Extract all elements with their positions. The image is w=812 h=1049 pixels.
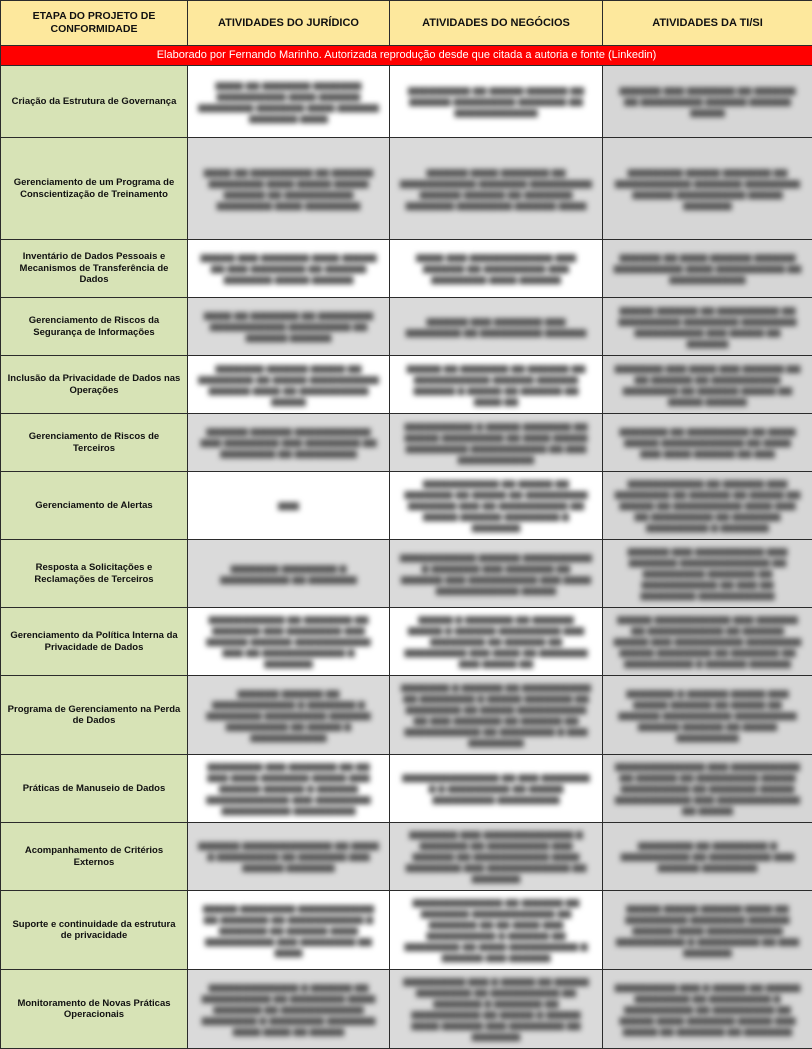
legal-cell	[188, 472, 390, 540]
business-cell	[390, 66, 603, 138]
blurred-text: ▆▆▆▆▆▆▆▆▆ ▆▆▆ ▆ ▆▆▆▆▆ ▆▆ ▆▆▆▆▆ ▆▆▆▆▆▆▆▆ ▆▆ ▆▆▆▆▆▆▆▆▆ ▆ ▆▆▆▆▆▆▆▆▆▆ ▆▆ ▆▆▆▆▆▆▆▆▆ ▆▆ ▆▆▆▆▆ ▆▆▆▆ ▆▆▆▆▆▆▆ ▆▆▆▆▆ ▆▆▆ ▆▆▆▆▆ ▆▆ ▆▆▆▆▆▆▆ ▆▆ ▆▆▆▆▆▆▆	[613, 982, 802, 1037]
stage-cell: Gerenciamento de Riscos de Terceiros	[1, 414, 188, 472]
blurred-text: ▆▆▆▆▆▆▆▆▆▆▆▆▆ ▆ ▆▆▆▆▆▆ ▆▆ ▆▆▆▆▆▆▆▆▆▆ ▆▆ ▆▆▆▆▆▆▆▆ ▆▆▆▆ ▆▆▆▆▆▆▆ ▆▆ ▆▆▆▆▆▆▆▆▆▆▆▆ ▆▆▆▆▆▆▆▆ ▆ ▆▆▆▆▆▆▆▆ ▆▆▆▆▆▆▆ ▆▆▆▆ ▆▆▆▆ ▆▆ ▆▆▆▆▆	[198, 982, 379, 1037]
table-row	[1, 823, 812, 891]
blurred-text: ▆▆▆▆▆▆ ▆▆▆ ▆▆▆▆▆▆▆ ▆▆▆ ▆▆▆▆▆▆▆▆ ▆▆ ▆▆▆▆▆▆▆▆▆ ▆▆▆▆▆▆	[400, 316, 592, 338]
stage-cell: Gerenciamento de Riscos da Segurança de Informações	[1, 298, 188, 356]
business-cell	[390, 356, 603, 414]
table-row	[1, 138, 812, 240]
stage-cell: Práticas de Manuseio de Dados	[1, 755, 188, 823]
table-row	[1, 755, 812, 823]
stage-cell: Programa de Gerenciamento na Perda de Dados	[1, 676, 188, 755]
it-cell	[603, 66, 812, 138]
blurred-text: ▆▆▆▆▆▆▆▆▆ ▆▆▆ ▆ ▆▆▆▆▆ ▆▆ ▆▆▆▆▆ ▆▆▆▆▆▆▆▆ ▆▆ ▆▆▆▆▆▆▆▆▆▆ ▆▆ ▆▆▆▆▆▆▆ ▆ ▆▆▆▆▆▆▆ ▆▆ ▆▆▆▆▆▆▆▆▆▆ ▆▆ ▆▆▆▆▆ ▆ ▆▆▆▆▆ ▆▆▆▆ ▆▆▆▆▆▆ ▆▆▆ ▆▆▆▆▆▆▆▆ ▆▆ ▆▆▆▆▆▆▆	[400, 976, 592, 1042]
blurred-text: ▆▆▆▆▆▆▆▆▆▆▆ ▆▆ ▆▆▆▆▆▆ ▆▆▆ ▆▆▆▆▆▆▆▆ ▆▆ ▆▆▆▆▆▆ ▆▆ ▆▆▆▆▆ ▆▆ ▆▆▆▆▆ ▆▆ ▆▆▆▆▆▆▆▆▆▆ ▆▆▆▆ ▆▆▆ ▆▆ ▆▆▆▆▆▆▆▆▆ ▆▆ ▆▆▆▆▆▆▆ ▆▆▆▆▆▆▆▆▆ ▆ ▆▆▆▆▆▆▆	[613, 478, 802, 533]
blurred-text: ▆▆▆▆▆▆▆ ▆▆▆ ▆▆▆▆▆▆▆▆▆▆▆▆▆ ▆ ▆▆▆▆▆▆▆ ▆▆ ▆▆▆▆▆▆▆▆▆ ▆▆▆ ▆▆▆▆▆▆ ▆▆ ▆▆▆▆▆▆▆▆▆▆▆ ▆▆▆▆ ▆▆▆▆▆▆▆▆ ▆▆▆ ▆▆▆▆▆▆▆▆▆▆▆▆ ▆▆ ▆▆▆▆▆▆▆	[400, 829, 592, 884]
blurred-text: ▆▆▆▆▆▆▆ ▆ ▆▆▆▆▆▆ ▆▆ ▆▆▆▆▆▆▆▆▆▆ ▆▆ ▆▆▆▆▆▆▆▆ ▆ ▆▆▆▆▆ ▆▆▆▆▆▆▆ ▆▆ ▆▆▆▆▆▆▆▆ ▆▆ ▆▆▆▆▆ ▆▆▆▆▆▆▆▆▆▆ ▆▆ ▆▆▆ ▆▆▆▆▆▆▆ ▆▆ ▆▆▆▆▆▆ ▆▆ ▆▆▆▆▆▆▆▆▆▆▆ ▆▆ ▆▆▆▆▆▆▆▆ ▆ ▆▆▆ ▆▆▆▆▆▆▆▆	[400, 682, 592, 748]
legal-cell	[188, 540, 390, 608]
business-cell	[390, 676, 603, 755]
authorship-banner: Elaborado por Fernando Marinho. Autorizada reprodução desde que citada a autoria e fonte (Linkedin)	[1, 46, 812, 66]
table-row	[1, 540, 812, 608]
header-it: ATIVIDADES DA TI/SI	[603, 1, 812, 46]
table-row	[1, 414, 812, 472]
it-cell	[603, 540, 812, 608]
header-business: ATIVIDADES DO NEGÓCIOS	[390, 1, 603, 46]
stage-cell: Gerenciamento de um Programa de Conscientização de Treinamento	[1, 138, 188, 240]
blurred-text: ▆▆▆▆▆▆ ▆▆▆ ▆▆▆▆▆▆▆▆▆▆ ▆▆▆ ▆▆▆▆▆▆▆ ▆▆▆▆▆▆▆▆▆▆▆▆▆ ▆▆ ▆▆▆▆▆▆▆▆▆ ▆▆▆▆▆▆▆ ▆▆ ▆▆▆▆▆▆▆▆▆▆▆ ▆▆ ▆▆▆ ▆▆ ▆▆▆▆▆▆▆▆ ▆▆▆▆▆▆▆▆▆▆▆	[613, 546, 802, 601]
blurred-text: ▆▆▆▆ ▆▆ ▆▆▆▆▆▆▆▆▆ ▆▆ ▆▆▆▆▆▆ ▆▆▆▆▆▆▆▆ ▆▆▆▆ ▆▆▆▆▆ ▆▆▆▆▆ ▆▆▆▆▆▆ ▆▆ ▆▆▆▆▆▆▆▆▆▆ ▆▆▆▆▆▆▆▆ ▆▆▆▆ ▆▆▆▆▆▆▆▆	[198, 167, 379, 211]
table-row	[1, 472, 812, 540]
business-cell	[390, 138, 603, 240]
blurred-text: ▆▆▆▆▆▆▆▆▆▆▆▆▆ ▆▆▆ ▆▆▆▆▆▆▆▆▆▆ ▆▆ ▆▆▆▆▆▆ ▆▆ ▆▆▆▆▆▆▆▆▆ ▆▆▆▆▆ ▆▆▆▆▆▆▆▆▆▆ ▆▆ ▆▆▆▆▆▆▆ ▆▆▆▆▆ ▆▆▆▆▆▆▆▆▆▆▆ ▆▆▆ ▆▆▆▆▆▆▆▆▆▆▆▆ ▆▆ ▆▆▆▆▆	[613, 761, 802, 816]
blurred-text: ▆▆▆▆ ▆▆▆ ▆▆▆▆▆▆▆▆▆▆▆▆ ▆▆▆ ▆▆▆▆▆▆ ▆▆ ▆▆▆▆▆▆▆▆▆ ▆▆▆ ▆▆▆▆▆▆▆▆ ▆▆▆▆ ▆▆▆▆▆▆	[400, 252, 592, 285]
table-row	[1, 66, 812, 138]
blurred-text: ▆▆▆▆▆▆▆▆▆▆ ▆ ▆▆▆▆▆ ▆▆▆▆▆▆▆ ▆▆ ▆▆▆▆▆ ▆▆▆▆▆▆▆▆▆ ▆▆ ▆▆▆▆ ▆▆▆▆▆ ▆▆▆▆▆▆▆▆▆ ▆▆▆▆▆▆▆▆▆▆▆ ▆▆ ▆▆▆ ▆▆▆▆▆▆▆▆▆▆▆	[400, 421, 592, 465]
stage-cell: Criação da Estrutura de Governança	[1, 66, 188, 138]
stage-cell: Monitoramento de Novas Práticas Operacionais	[1, 970, 188, 1049]
blurred-text: ▆▆▆▆ ▆▆ ▆▆▆▆▆▆▆ ▆▆ ▆▆▆▆▆▆▆▆ ▆▆▆▆▆▆▆▆▆▆▆ ▆▆▆▆▆▆▆▆▆ ▆▆ ▆▆▆▆▆▆ ▆▆▆▆▆▆	[198, 310, 379, 343]
it-cell	[603, 755, 812, 823]
blurred-text: ▆▆▆▆▆▆▆ ▆▆▆▆▆▆ ▆▆▆▆▆ ▆▆ ▆▆▆▆▆▆▆▆ ▆▆ ▆▆▆▆▆ ▆▆▆▆▆▆▆▆▆▆ ▆▆▆▆▆▆ ▆▆▆▆ ▆▆ ▆▆▆▆▆▆▆▆▆▆ ▆▆▆▆▆	[198, 363, 379, 407]
blurred-text: ▆▆▆	[198, 500, 379, 511]
business-cell	[390, 970, 603, 1049]
table-row	[1, 298, 812, 356]
legal-cell	[188, 138, 390, 240]
header-row	[1, 1, 812, 46]
blurred-text: ▆▆▆▆▆ ▆▆▆ ▆▆▆▆▆▆▆ ▆▆▆▆ ▆▆▆▆▆ ▆▆ ▆▆▆ ▆▆▆▆▆▆▆▆ ▆▆ ▆▆▆▆▆▆ ▆▆▆▆▆▆▆ ▆▆▆▆▆ ▆▆▆▆▆▆	[198, 252, 379, 285]
business-cell	[390, 298, 603, 356]
legal-cell	[188, 240, 390, 298]
legal-cell	[188, 414, 390, 472]
it-cell	[603, 356, 812, 414]
table-row	[1, 891, 812, 970]
blurred-text: ▆▆▆▆▆▆ ▆▆▆ ▆▆▆▆▆▆▆ ▆▆ ▆▆▆▆▆▆ ▆▆ ▆▆▆▆▆▆▆▆▆ ▆▆▆▆▆▆ ▆▆▆▆▆▆ ▆▆▆▆▆	[613, 85, 802, 118]
blurred-text: ▆▆▆▆▆▆ ▆▆▆▆▆▆ ▆▆ ▆▆▆▆▆▆▆▆▆▆▆▆ ▆ ▆▆▆▆▆▆▆ ▆ ▆▆▆▆▆▆▆▆ ▆▆▆▆▆▆▆▆▆ ▆▆▆▆▆▆ ▆▆▆▆▆▆▆▆▆ ▆▆ ▆▆▆▆▆ ▆ ▆▆▆▆▆▆▆▆▆▆▆	[198, 688, 379, 743]
blurred-text: ▆▆▆▆▆ ▆▆▆▆▆▆▆▆ ▆▆▆▆▆▆▆▆▆▆▆ ▆▆ ▆▆▆▆▆▆▆ ▆▆ ▆▆▆▆▆▆▆▆▆▆▆ ▆ ▆▆▆▆▆▆▆ ▆▆ ▆▆▆▆▆▆ ▆▆▆▆ ▆▆▆▆▆▆▆▆▆▆ ▆▆▆ ▆▆▆▆▆▆▆▆ ▆▆ ▆▆▆▆	[198, 903, 379, 958]
legal-cell	[188, 298, 390, 356]
table-row	[1, 970, 812, 1049]
blurred-text: ▆▆▆▆▆▆ ▆▆▆▆ ▆▆▆▆▆▆▆ ▆▆ ▆▆▆▆▆▆▆▆▆▆▆ ▆▆▆▆▆▆▆ ▆▆▆▆▆▆▆▆▆ ▆▆▆▆▆▆ ▆▆▆▆▆▆ ▆▆ ▆▆▆▆▆▆▆ ▆▆▆▆▆▆▆ ▆▆▆▆▆▆▆▆ ▆▆▆▆▆▆ ▆▆▆▆	[400, 167, 592, 211]
legal-cell	[188, 823, 390, 891]
it-cell	[603, 970, 812, 1049]
legal-cell	[188, 755, 390, 823]
blurred-text: ▆▆▆▆▆ ▆▆▆▆▆▆ ▆▆ ▆▆▆▆▆▆▆▆▆ ▆▆ ▆▆▆▆▆▆▆▆▆ ▆▆▆▆▆▆▆▆ ▆▆▆▆▆▆▆▆ ▆▆▆▆▆▆▆▆▆▆ ▆▆▆ ▆▆▆▆▆ ▆▆ ▆▆▆▆▆▆	[613, 305, 802, 349]
banner-row	[1, 46, 812, 66]
business-cell	[390, 823, 603, 891]
legal-cell	[188, 891, 390, 970]
table-row	[1, 608, 812, 676]
blurred-text: ▆▆▆▆▆ ▆ ▆▆▆▆▆▆▆ ▆▆ ▆▆▆▆▆▆ ▆▆▆▆▆ ▆ ▆▆▆▆▆▆ ▆▆▆▆▆▆▆▆▆ ▆▆▆ ▆▆▆▆▆▆▆▆ ▆▆ ▆▆▆▆▆▆ ▆▆ ▆▆▆▆▆▆▆▆▆ ▆▆▆ ▆▆▆▆ ▆▆ ▆▆▆▆▆▆▆ ▆▆▆ ▆▆▆▆▆ ▆▆	[400, 614, 592, 669]
blurred-text: ▆▆▆▆ ▆▆ ▆▆▆▆▆▆▆ ▆▆▆▆▆▆▆ ▆▆▆▆▆▆▆▆▆▆ ▆▆▆▆ ▆▆▆▆▆▆ ▆▆▆▆▆▆▆▆ ▆▆▆▆▆▆▆ ▆▆▆▆ ▆▆▆▆▆▆ ▆▆▆▆▆▆▆ ▆▆▆▆	[198, 80, 379, 124]
business-cell	[390, 755, 603, 823]
stage-cell: Gerenciamento da Política Interna da Privacidade de Dados	[1, 608, 188, 676]
legal-cell	[188, 970, 390, 1049]
it-cell	[603, 608, 812, 676]
it-cell	[603, 676, 812, 755]
stage-cell: Acompanhamento de Critérios Externos	[1, 823, 188, 891]
blurred-text: ▆▆▆▆▆▆▆▆▆▆▆▆▆ ▆▆ ▆▆▆▆▆▆ ▆▆ ▆▆▆▆▆▆▆ ▆▆▆▆▆▆▆▆▆▆▆▆ ▆▆ ▆▆▆▆▆▆▆ ▆▆ ▆▆ ▆▆▆▆ ▆▆▆ ▆▆▆▆▆▆▆▆▆▆ ▆ ▆▆▆▆▆▆ ▆▆ ▆▆▆▆▆▆▆▆ ▆▆ ▆▆▆▆ ▆▆▆▆▆▆▆▆▆▆ ▆ ▆▆▆▆▆▆ ▆▆▆ ▆▆▆▆▆▆	[400, 897, 592, 963]
it-cell	[603, 414, 812, 472]
business-cell	[390, 608, 603, 676]
stage-cell: Gerenciamento de Alertas	[1, 472, 188, 540]
it-cell	[603, 472, 812, 540]
blurred-text: ▆▆▆▆▆▆▆▆ ▆▆ ▆▆▆▆▆▆▆▆ ▆ ▆▆▆▆▆▆▆▆▆▆ ▆▆ ▆▆▆▆▆▆▆▆▆ ▆▆▆ ▆▆▆▆▆▆ ▆▆▆▆▆▆▆▆	[613, 840, 802, 873]
blurred-text: ▆▆▆▆▆▆ ▆▆▆▆▆▆▆▆▆▆▆▆▆ ▆▆ ▆▆▆▆ ▆ ▆▆▆▆▆▆▆▆▆ ▆▆ ▆▆▆▆▆▆▆ ▆▆▆ ▆▆▆▆▆▆ ▆▆▆▆▆▆▆	[198, 840, 379, 873]
stage-cell: Inclusão da Privacidade de Dados nas Operações	[1, 356, 188, 414]
blurred-text: ▆▆▆▆▆ ▆▆▆▆▆ ▆▆▆▆▆▆ ▆▆▆▆ ▆▆ ▆▆▆▆▆▆▆▆▆ ▆▆▆▆▆▆▆▆ ▆▆▆▆▆▆ ▆▆▆▆▆▆ ▆▆▆▆ ▆▆▆▆▆▆▆▆▆▆▆ ▆▆▆▆▆▆▆▆▆▆ ▆ ▆▆▆▆▆▆▆▆▆ ▆▆ ▆▆▆ ▆▆▆▆▆▆▆	[613, 903, 802, 958]
legal-cell	[188, 608, 390, 676]
business-cell	[390, 472, 603, 540]
business-cell	[390, 414, 603, 472]
blurred-text: ▆▆▆▆▆▆▆ ▆▆▆ ▆▆▆▆ ▆▆▆ ▆▆▆▆▆▆ ▆▆ ▆▆ ▆▆▆▆▆▆ ▆▆ ▆▆▆▆▆▆▆▆▆▆ ▆▆▆▆▆▆▆▆ ▆▆ ▆▆▆▆▆▆ ▆▆▆▆▆ ▆▆ ▆▆▆▆▆ ▆▆▆▆▆▆	[613, 363, 802, 407]
table-row	[1, 356, 812, 414]
stage-cell: Suporte e continuidade da estrutura de privacidade	[1, 891, 188, 970]
it-cell	[603, 240, 812, 298]
blurred-text: ▆▆▆▆▆▆ ▆▆▆▆▆▆ ▆▆▆▆▆▆▆▆▆▆▆ ▆▆▆ ▆▆▆▆▆▆▆▆ ▆▆▆ ▆▆▆▆▆▆▆▆ ▆▆ ▆▆▆▆▆▆▆▆ ▆▆ ▆▆▆▆▆▆▆▆▆	[198, 426, 379, 459]
blurred-text: ▆▆▆▆▆▆▆ ▆ ▆▆▆▆▆▆ ▆▆▆▆▆ ▆▆▆ ▆▆▆▆▆ ▆▆▆▆▆▆ ▆▆ ▆▆▆▆▆ ▆▆ ▆▆▆▆▆▆ ▆▆▆▆▆▆▆▆▆▆ ▆▆▆▆▆▆▆▆▆ ▆▆▆▆▆▆ ▆▆▆▆▆▆ ▆▆ ▆▆▆▆▆ ▆▆▆▆▆▆▆▆▆	[613, 688, 802, 743]
blurred-text: ▆▆▆▆▆▆▆ ▆▆▆▆▆▆▆▆ ▆ ▆▆▆▆▆▆▆▆▆▆ ▆▆ ▆▆▆▆▆▆▆	[198, 563, 379, 585]
business-cell	[390, 240, 603, 298]
legal-cell	[188, 356, 390, 414]
table-row	[1, 240, 812, 298]
blurred-text: ▆▆▆▆▆▆▆▆ ▆▆▆ ▆▆▆▆▆▆▆ ▆▆ ▆▆ ▆▆▆ ▆▆▆▆ ▆▆▆▆▆▆▆ ▆▆▆▆▆ ▆▆▆ ▆▆▆▆▆▆ ▆▆▆▆▆▆ ▆ ▆▆▆▆▆▆ ▆▆▆▆▆▆▆▆▆▆▆▆ ▆▆▆ ▆▆▆▆▆▆▆▆ ▆▆▆▆▆▆▆▆▆▆ ▆▆▆▆▆▆▆▆▆	[198, 761, 379, 816]
table-row	[1, 676, 812, 755]
blurred-text: ▆▆▆▆▆▆▆▆▆▆▆ ▆▆ ▆▆▆▆▆ ▆▆ ▆▆▆▆▆▆▆ ▆▆ ▆▆▆▆▆ ▆▆ ▆▆▆▆▆▆▆▆▆ ▆▆▆▆▆▆▆ ▆▆▆ ▆▆ ▆▆▆▆▆▆▆▆▆▆ ▆▆ ▆▆▆▆▆ ▆▆▆▆▆▆ ▆▆▆▆▆▆▆▆ ▆ ▆▆▆▆▆▆▆	[400, 478, 592, 533]
blurred-text: ▆▆▆▆▆▆▆▆ ▆▆▆▆▆ ▆▆▆▆▆▆▆ ▆▆ ▆▆▆▆▆▆▆▆▆▆▆ ▆▆▆▆▆▆▆ ▆▆▆▆▆▆▆▆ ▆▆▆▆▆▆ ▆▆▆▆▆▆▆▆▆▆ ▆▆▆▆▆ ▆▆▆▆▆▆▆	[613, 167, 802, 211]
business-cell	[390, 540, 603, 608]
stage-cell: Resposta a Solicitações e Reclamações de Terceiros	[1, 540, 188, 608]
it-cell	[603, 138, 812, 240]
blurred-text: ▆▆▆▆▆ ▆▆▆▆▆▆▆▆▆▆▆ ▆▆▆ ▆▆▆▆▆▆ ▆▆ ▆▆▆▆▆▆▆▆▆▆▆ ▆▆ ▆▆▆▆▆▆ ▆▆▆▆▆ ▆▆▆ ▆▆▆▆▆▆▆▆▆▆ ▆▆▆▆▆▆▆▆ ▆▆▆▆▆ ▆▆▆▆▆▆▆▆ ▆▆ ▆▆▆▆▆▆▆ ▆▆ ▆▆▆▆▆▆▆▆▆▆ ▆ ▆▆▆▆▆▆ ▆▆▆▆▆▆	[613, 614, 802, 669]
blurred-text: ▆▆▆▆▆▆▆▆▆▆▆ ▆▆ ▆▆▆▆▆▆▆ ▆▆ ▆▆▆▆▆▆▆ ▆▆▆ ▆▆▆▆▆▆▆▆ ▆▆▆ ▆▆▆▆▆▆ ▆▆▆▆▆▆ ▆▆▆▆▆▆▆▆▆▆▆ ▆▆▆ ▆▆ ▆▆▆▆▆▆▆▆▆▆▆▆ ▆ ▆▆▆▆▆▆▆	[198, 614, 379, 669]
it-cell	[603, 823, 812, 891]
header-legal: ATIVIDADES DO JURÍDICO	[188, 1, 390, 46]
stage-cell: Inventário de Dados Pessoais e Mecanismos de Transferência de Dados	[1, 240, 188, 298]
blurred-text: ▆▆▆▆▆▆▆▆▆▆▆ ▆▆▆▆▆▆ ▆▆▆▆▆▆▆▆▆▆ ▆ ▆▆▆▆▆▆▆ ▆▆▆ ▆▆▆▆▆▆▆ ▆▆ ▆▆▆▆▆▆ ▆▆▆ ▆▆▆▆▆▆▆▆▆▆ ▆▆▆ ▆▆▆▆ ▆▆▆▆▆▆▆▆▆▆▆▆ ▆▆▆▆▆	[400, 552, 592, 596]
it-cell	[603, 298, 812, 356]
blurred-text: ▆▆▆▆▆▆▆▆▆ ▆▆ ▆▆▆▆▆ ▆▆▆▆▆▆ ▆▆ ▆▆▆▆▆▆ ▆▆▆▆▆▆▆▆▆ ▆▆▆▆▆▆▆ ▆▆ ▆▆▆▆▆▆▆▆▆▆▆▆	[400, 85, 592, 118]
legal-cell	[188, 676, 390, 755]
blurred-text: ▆▆▆▆▆ ▆▆ ▆▆▆▆▆▆▆ ▆▆ ▆▆▆▆▆▆ ▆▆ ▆▆▆▆▆▆▆▆▆▆▆ ▆▆▆▆▆▆ ▆▆▆▆▆▆ ▆▆▆▆▆▆ ▆ ▆▆▆▆▆ ▆▆ ▆▆▆▆▆▆ ▆▆ ▆▆▆▆ ▆▆	[400, 363, 592, 407]
business-cell	[390, 891, 603, 970]
legal-cell	[188, 66, 390, 138]
blurred-text: ▆▆▆▆▆▆ ▆▆ ▆▆▆▆ ▆▆▆▆▆▆ ▆▆▆▆▆▆ ▆▆▆▆▆▆▆▆▆▆ ▆▆▆▆ ▆▆▆▆▆▆▆▆▆▆ ▆▆ ▆▆▆▆▆▆▆▆▆▆▆	[613, 252, 802, 285]
it-cell	[603, 891, 812, 970]
blurred-text: ▆▆▆▆▆▆▆▆▆▆▆▆▆▆ ▆▆ ▆▆▆ ▆▆▆▆▆▆▆ ▆ ▆ ▆▆▆▆▆▆▆▆▆ ▆▆ ▆▆▆▆▆ ▆▆▆▆▆▆▆▆▆ ▆▆▆▆▆▆▆▆▆	[400, 772, 592, 805]
header-stage: ETAPA DO PROJETO DE CONFORMIDADE	[1, 1, 188, 46]
blurred-text: ▆▆▆▆▆▆▆ ▆▆ ▆▆▆▆▆▆▆▆▆ ▆▆ ▆▆▆▆ ▆▆▆▆▆ ▆▆▆▆▆▆▆▆▆▆▆▆ ▆▆ ▆▆▆▆ ▆▆▆ ▆▆▆▆ ▆▆▆▆▆▆ ▆▆ ▆▆▆	[613, 426, 802, 459]
